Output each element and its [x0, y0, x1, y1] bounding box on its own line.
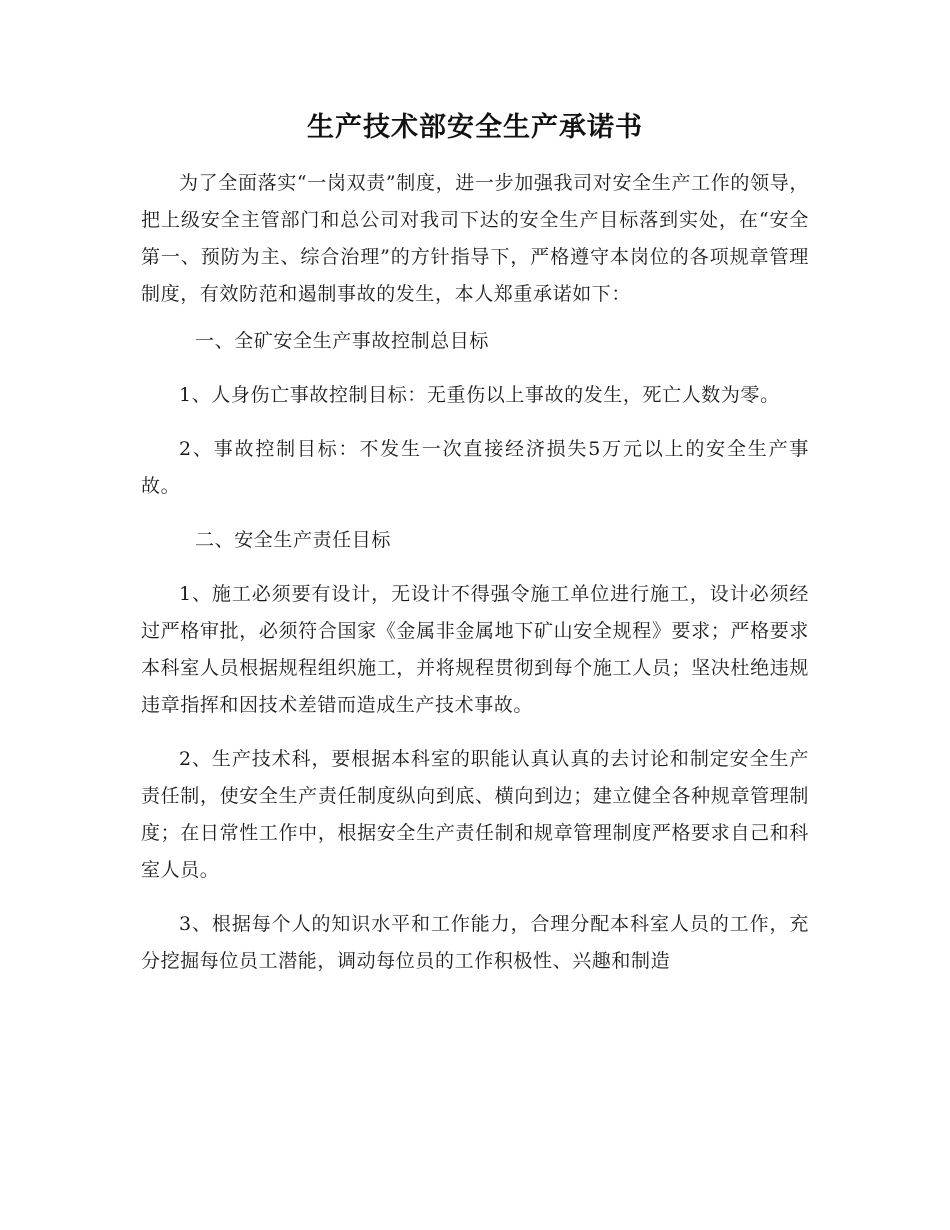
- section2-item-3: 3、根据每个人的知识水平和工作能力，合理分配本科室人员的工作，充分挖掘每位员工潜能，调动每位员的工作积极性、兴趣和制造: [141, 913, 809, 972]
- section2-item-2: 2、生产技术科，要根据本科室的职能认真认真的去讨论和制定安全生产责任制，使安全生产责任制度纵向到底、横向到边；建立健全各种规章管理制度；在日常性工作中，根据安全生产责任制和规章管理制度严格要求自己和科室人员。: [141, 748, 809, 881]
- intro-paragraph: 为了全面落实“一岗双责”制度，进一步加强我司对安全生产工作的领导，把上级安全主管部门和总公司对我司下达的安全生产目标落到实处，在“安全第一、预防为主、综合治理”的方针指导下，严格遵守本岗位的各项规章管理制度，有效防范和遏制事故的发生，本人郑重承诺如下：: [141, 172, 809, 305]
- section-heading-2: 二、安全生产责任目标: [195, 529, 392, 551]
- document-title: 生产技术部安全生产承诺书: [307, 112, 643, 143]
- section2-item-1: 1、施工必须要有设计，无设计不得强令施工单位进行施工，设计必须经过严格审批，必须符合国家《金属非金属地下矿山安全规程》要求；严格要求本科室人员根据规程组织施工，并将规程贯彻到每个施工人员；坚决杜绝违规违章指挥和因技术差错而造成生产技术事故。: [141, 583, 809, 716]
- document-body: [141, 165, 809, 997]
- section1-item-2: 2、事故控制目标：不发生一次直接经济损失5万元以上的安全生产事故。: [141, 438, 809, 497]
- section1-item-1: 1、人身伤亡事故控制目标：无重伤以上事故的发生，死亡人数为零。: [179, 384, 780, 406]
- section-heading-1: 一、全矿安全生产事故控制总目标: [195, 330, 490, 352]
